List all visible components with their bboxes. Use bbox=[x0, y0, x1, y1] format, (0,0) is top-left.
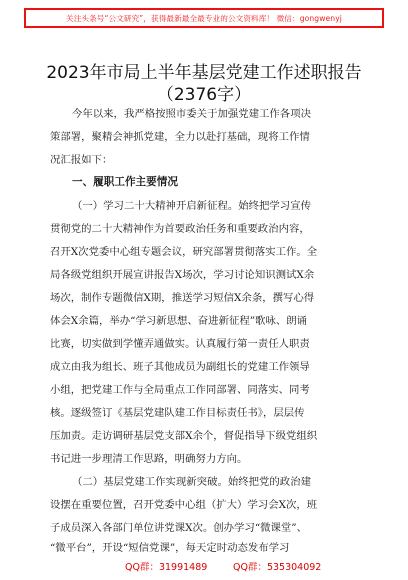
document-title: 2023年市局上半年基层党建工作述职报告 bbox=[46, 63, 362, 83]
promo-banner bbox=[24, 8, 384, 28]
promo-banner-text: 关注头条号“公文研究”，获得最新最全最专业的公文资料库！ 微信：gongwenyj bbox=[66, 13, 342, 23]
section-heading: 一、履职工作主要情况 bbox=[72, 176, 178, 188]
paragraph-line: 书记进一步理清工作思路，明确努力方向。 bbox=[50, 453, 248, 465]
paragraph-line: 小组，把党建工作与全局重点工作同部署、同落实、同考 bbox=[50, 384, 310, 396]
paragraph-line: 局各级党组织开展宣讲报告X场次，学习讨论知识测试X余 bbox=[50, 269, 315, 281]
paragraph-line: （二）基层党建工作实现新突破。始终把党的政治建 bbox=[72, 476, 311, 488]
paragraph-line: 核。逐级签订《基层党建队建工作目标责任书》，层层传 bbox=[50, 407, 305, 419]
paragraph-line: 压加责。走访调研基层党支部X余个，督促指导下级党组织 bbox=[50, 430, 318, 442]
paragraph-line: 场次，制作专题微信X期，推送学习短信X余条，撰写心得 bbox=[50, 292, 315, 304]
paragraph-line: 子成员深入各部门单位讲党课X次。创办学习“微课堂”、 bbox=[50, 522, 308, 534]
paragraph-line: 今年以来，我严格按照市委关于加强党建工作各项决 bbox=[72, 108, 311, 120]
paragraph-line: 成立由我为组长、班子其他成员为副组长的党建工作领导 bbox=[50, 361, 310, 373]
paragraph-line: 设摆在重要位置，召开党委中心组（扩大）学习会X次，班 bbox=[50, 499, 318, 511]
paragraph-line: 召开X次党委中心组专题会议，研究部署贯彻落实工作。全 bbox=[50, 246, 318, 258]
paragraph-line: 体会X余篇，举办“学习新思想、奋进新征程”歌咏、朗诵 bbox=[50, 315, 308, 327]
document-title-wordcount: （2376字） bbox=[156, 85, 252, 105]
qq-group-2: QQ群：535304092 bbox=[233, 562, 322, 573]
paragraph-line: 贯彻党的二十大精神作为首要政治任务和重要政治内容， bbox=[50, 223, 310, 235]
paragraph-line: 况汇报如下： bbox=[50, 154, 113, 166]
paragraph-line: （一）学习二十大精神开启新征程。始终把学习宣传 bbox=[72, 200, 311, 212]
paragraph-line: “微平台”，开设“短信党课”，每天定时动态发布学习 bbox=[50, 542, 290, 554]
qq-group-1: QQ群：31991489 bbox=[125, 562, 208, 573]
paragraph-line: 策部署，聚精会神抓党建，全力以赴打基础，现将工作情 bbox=[50, 131, 310, 143]
footer-contact bbox=[0, 559, 408, 575]
paragraph-line: 比赛，切实做到学懂弄通做实。认真履行第一责任人职责 bbox=[50, 338, 310, 350]
